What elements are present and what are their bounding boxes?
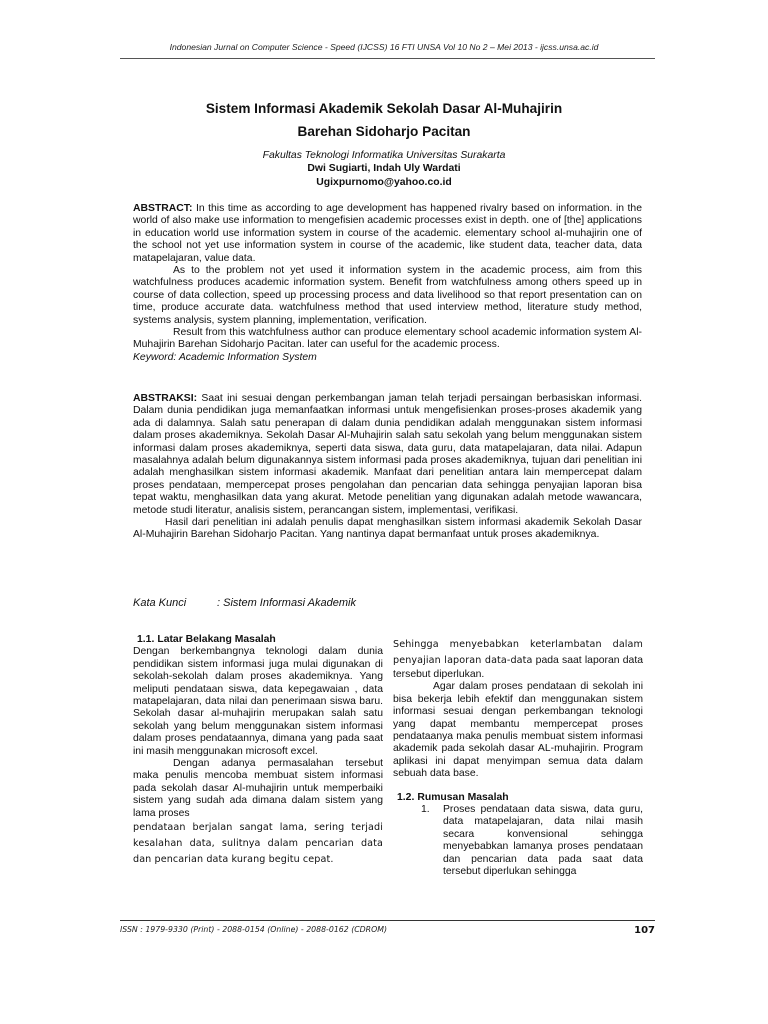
list-item-number: 1. <box>421 804 430 816</box>
body-paragraph: Dengan berkembangnya teknologi dalam dunia pendidikan sistem informasi juga mulai digunakan di sekolah-sekolah dalam proses akademiknya. Yang meliputi pendataan siswa, data kepegawaian , data matapelajaran, data nilai dan penerimaan siswa baru. Sekolah dasar al-muhajirin merupakan salah satu sekolah yang belum menggunakan sistem informasi dalam proses pendataannya, dimana yang pada saat ini masih menggunakan microsoft excel. <box>133 646 383 757</box>
spacer <box>393 781 643 792</box>
abstraksi-paragraph-1 <box>133 393 642 517</box>
abstract-paragraph-2: As to the problem not yet used it information system in the academic process, aim from this watchfulness produces academic information system. Benefit from watchfulness among others speed up in course of data collection, speed up processing process and data livelihood so that report presentation can on time, produce accurate data. watchfulness method that used interview method, literature study method, systems analysis, system planning, implementation, verification. <box>133 265 642 326</box>
body-text: pada saat laporan data tersebut diperlukan. <box>393 655 643 680</box>
body-paragraph: Dengan adanya permasalahan tersebut maka penulis mencoba membuat sistem informasi pada sekolah dasar Al-muhajirin untuk memperbaiki sistem yang sudah ada dimana dalam sistem yang lama proses <box>133 758 383 819</box>
body-paragraph <box>393 637 643 681</box>
paper-title-line-1: Sistem Informasi Akademik Sekolah Dasar Al-Muhajirin <box>205 101 563 116</box>
kata-kunci-value: : Sistem Informasi Akademik <box>217 597 356 609</box>
abstract-paragraph-3: Result from this watchfulness author can produce elementary school academic information system Al-Muhajirin Barehan Sidoharjo Pacitan. later can useful for the academic process. <box>133 327 642 351</box>
section-heading-1-2 <box>397 792 643 804</box>
list-item-text: Proses pendataan data siswa, data guru, data matapelajaran, data nilai masih secara konvensional sehingga menyebabkan lamanya proses pendataan dan pencarian data pada saat data tersebut diperlukan sehingga <box>443 804 643 878</box>
body-paragraph: Agar dalam proses pendataan di sekolah ini bisa bekerja lebih efektif dan menggunakan sistem informasi sesuai dengan perkembangan teknologi yang dapat membantu mempercepat proses pendataanya maka penulis membuat sistem informasi akademik pada sekolah dasar AL-muhajirin. Program aplikasi ini dapat menyimpan semua data dalam sebuah data base. <box>393 681 643 780</box>
paper-title-line-2: Barehan Sidoharjo Pacitan <box>297 124 471 139</box>
abstract-indonesian <box>133 393 642 542</box>
section-number: 1.2. <box>397 791 415 803</box>
abstraksi-paragraph-2: Hasil dari penelitian ini adalah penulis dapat menghasilkan sistem informasi akademik Sekolah Dasar Al-Muhajirin Barehan Sidoharjo Pacitan. Yang nantinya dapat bermanfaat untuk proses akademiknya. <box>133 517 642 541</box>
abstraksi-label: ABSTRAKSI: <box>133 393 198 404</box>
footer-rule <box>120 920 655 921</box>
section-number: 1.1. <box>137 634 155 645</box>
abstract-text-1: In this time as according to age development has happened rivalry based on information. in the world of also make use information to mengefisien academic processes exist in depth. one of [the] applications in education world use information system in course of the academic. elementary school al-muhajirin one of the school not yet use information system in course of the academic, like student data, teacher data, data matapelajaran, value data. <box>133 203 642 264</box>
header-rule <box>120 58 655 59</box>
abstract-keywords: Keyword: Academic Information System <box>133 351 317 363</box>
author-email: Ugixpurnomo@yahoo.co.id <box>316 177 452 188</box>
left-column <box>133 634 383 868</box>
abstraksi-text-1: Saat ini sesuai dengan perkembangan jaman telah terjadi persaingan berbasiskan informasi. Dalam dunia pendidikan juga memanfaatkan informasi untuk mengefisienkan proses-proses akademik yang ada di dalamnya. Salah satu penerapan di dalam dunia pendidikan adalah menggunakan sistem informasi dalam proses akademiknya. Sekolah Dasar Al-Muhajirin salah satu sekolah yang belum menggunakan sistem informasi dalam proses akademiknya, seperti data siswa, data guru, data matapelajaran, data nilai. Adapun masalahnya adalah belum digunakannya sistem informasi pada proses akademiknya, tujuan dari penelitian ini adalah menghasilkan sistem informasi akademik. Manfaat dari penelitian antara lain mempercepat dalam proses pendataan, mempercepat proses pengolahan dan pencarian data sehingga penyajian laporan bisa tepat waktu, menghasilkan data yang akurat. Metode penelitian yang digunakan adalah metode wawancara, metode studi literatur, analisis sistem, perancangan sistem, implementasi, verifikasi. <box>133 393 642 516</box>
abstract-label: ABSTRACT: <box>133 203 193 214</box>
abstract-english <box>133 203 642 364</box>
issn-footer: ISSN : 1979-9330 (Print) - 2088-0154 (Online) - 2088-0162 (CDROM) <box>120 925 388 934</box>
section-title: Rumusan Masalah <box>417 791 509 803</box>
running-head: Indonesian Jurnal on Computer Science - Speed (IJCSS) 16 FTI UNSA Vol 10 No 2 – Mei 2013 - ijcss.unsa.ac.id <box>169 42 599 52</box>
right-column <box>393 637 643 879</box>
list-item <box>393 804 643 878</box>
affiliation: Fakultas Teknologi Informatika Universitas Surakarta <box>262 150 506 161</box>
page-number: 107 <box>634 925 655 936</box>
body-text-humanist: Sehingga menyebabkan keterlambatan dalam penyajian laporan data-data <box>393 639 643 666</box>
kata-kunci-label: Kata Kunci <box>133 597 187 609</box>
abstract-paragraph-1 <box>133 203 642 265</box>
body-paragraph-continuation: pendataan berjalan sangat lama, sering terjadi kesalahan data, sulitnya dalam pencarian data dan pencarian data kurang begitu cepat. <box>133 822 383 866</box>
numbered-list <box>393 804 643 878</box>
authors: Dwi Sugiarti, Indah Uly Wardati <box>307 163 461 174</box>
section-heading-1-1 <box>137 634 383 646</box>
kata-kunci <box>133 597 642 609</box>
section-title: Latar Belakang Masalah <box>157 634 276 645</box>
